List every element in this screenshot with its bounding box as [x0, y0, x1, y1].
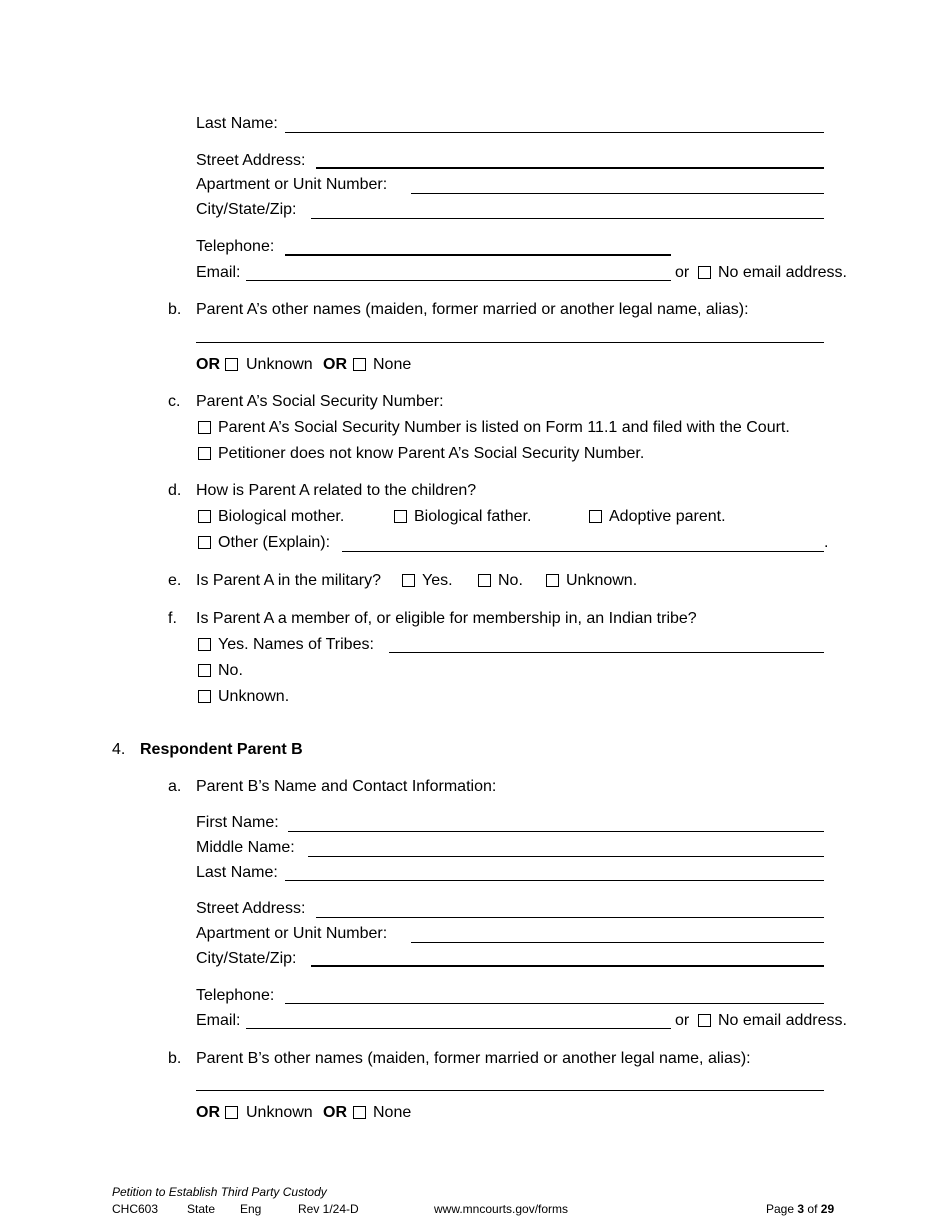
item-letter-b: b. [168, 301, 182, 318]
ssn-unknown-checkbox[interactable] [198, 447, 211, 460]
apartment-field[interactable] [411, 193, 824, 194]
item-letter-a: a. [168, 778, 182, 795]
city-state-zip-label: City/State/Zip: [196, 950, 297, 967]
city-state-zip-label: City/State/Zip: [196, 201, 297, 218]
footer-language: Eng [240, 1202, 262, 1216]
other-relation-label: Other (Explain): [218, 534, 331, 551]
footer-url: www.mncourts.gov/forms [434, 1202, 569, 1216]
last-name-field[interactable] [285, 880, 824, 881]
middle-name-field[interactable] [308, 856, 824, 857]
item-letter-c: c. [168, 393, 181, 410]
period: . [824, 534, 829, 551]
other-names-unknown-checkbox[interactable] [225, 358, 238, 371]
military-no-checkbox[interactable] [478, 574, 491, 587]
middle-name-label: Middle Name: [196, 839, 295, 856]
none-label: None [373, 1104, 412, 1121]
street-address-field[interactable] [316, 917, 824, 918]
footer-page-number [766, 1202, 834, 1216]
tribe-unknown-checkbox[interactable] [198, 690, 211, 703]
other-relation-field[interactable] [342, 551, 824, 552]
street-address-label: Street Address: [196, 900, 306, 917]
ssn-unknown-label: Petitioner does not know Parent A’s Social Security Number. [218, 445, 645, 462]
bio-father-checkbox[interactable] [394, 510, 407, 523]
other-names-question: Parent A’s other names (maiden, former married or another legal name, alias): [196, 301, 749, 318]
tribe-names-field[interactable] [389, 652, 824, 653]
apartment-field[interactable] [411, 942, 824, 943]
military-yes-checkbox[interactable] [402, 574, 415, 587]
other-names-unknown-checkbox[interactable] [225, 1106, 238, 1119]
email-label: Email: [196, 1012, 241, 1029]
relation-question: How is Parent A related to the children? [196, 482, 477, 499]
other-names-field[interactable] [196, 1090, 824, 1091]
tribe-unknown-label: Unknown. [218, 688, 290, 705]
telephone-field[interactable] [285, 254, 671, 256]
section-number: 4. [112, 741, 126, 758]
last-name-field[interactable] [285, 132, 824, 133]
last-name-label: Last Name: [196, 115, 278, 132]
bio-father-label: Biological father. [414, 508, 532, 525]
telephone-label: Telephone: [196, 238, 275, 255]
item-letter-f: f. [168, 610, 177, 627]
military-unknown-label: Unknown. [566, 572, 638, 589]
no-email-checkbox[interactable] [698, 1014, 711, 1027]
or-text: or [675, 1012, 690, 1029]
military-unknown-checkbox[interactable] [546, 574, 559, 587]
ssn-question: Parent A’s Social Security Number: [196, 393, 444, 410]
or-label: OR [323, 356, 347, 373]
adoptive-checkbox[interactable] [589, 510, 602, 523]
city-state-zip-field[interactable] [311, 965, 824, 967]
footer-revision: Rev 1/24-D [298, 1202, 359, 1216]
other-names-none-checkbox[interactable] [353, 1106, 366, 1119]
street-address-label: Street Address: [196, 152, 306, 169]
ssn-listed-label: Parent A’s Social Security Number is listed on Form 11.1 and filed with the Court. [218, 419, 790, 436]
or-label: OR [323, 1104, 347, 1121]
section-title: Respondent Parent B [140, 741, 303, 758]
no-email-checkbox[interactable] [698, 266, 711, 279]
or-label: OR [196, 356, 220, 373]
item-letter-b: b. [168, 1050, 182, 1067]
telephone-label: Telephone: [196, 987, 275, 1004]
no-email-label: No email address. [718, 1012, 847, 1029]
other-names-none-checkbox[interactable] [353, 358, 366, 371]
other-names-field[interactable] [196, 342, 824, 343]
tribe-no-checkbox[interactable] [198, 664, 211, 677]
email-field[interactable] [246, 280, 671, 281]
name-contact-heading: Parent B’s Name and Contact Information: [196, 778, 497, 795]
other-names-question: Parent B’s other names (maiden, former married or another legal name, alias): [196, 1050, 751, 1067]
apartment-label: Apartment or Unit Number: [196, 925, 388, 942]
tribe-question: Is Parent A a member of, or eligible for membership in, an Indian tribe? [196, 610, 697, 627]
tribe-no-label: No. [218, 662, 243, 679]
page-current: 3 [797, 1202, 805, 1216]
military-question: Is Parent A in the military? [196, 572, 381, 589]
footer-form-title: Petition to Establish Third Party Custody [112, 1185, 327, 1199]
military-yes-label: Yes. [422, 572, 453, 589]
tribe-yes-checkbox[interactable] [198, 638, 211, 651]
military-no-label: No. [498, 572, 523, 589]
none-label: None [373, 356, 412, 373]
city-state-zip-field[interactable] [311, 218, 824, 219]
street-address-field[interactable] [316, 167, 824, 169]
item-letter-d: d. [168, 482, 182, 499]
email-field[interactable] [246, 1028, 671, 1029]
page-of: of [807, 1202, 818, 1216]
no-email-label: No email address. [718, 264, 847, 281]
email-label: Email: [196, 264, 241, 281]
page-word: Page [766, 1202, 795, 1216]
apartment-label: Apartment or Unit Number: [196, 176, 388, 193]
ssn-listed-checkbox[interactable] [198, 421, 211, 434]
bio-mother-checkbox[interactable] [198, 510, 211, 523]
footer-form-code: CHC603 [112, 1202, 159, 1216]
or-text: or [675, 264, 690, 281]
telephone-field[interactable] [285, 1003, 824, 1004]
page-total: 29 [820, 1202, 835, 1216]
tribe-yes-label: Yes. Names of Tribes: [218, 636, 374, 653]
other-relation-checkbox[interactable] [198, 536, 211, 549]
unknown-label: Unknown [246, 1104, 313, 1121]
or-label: OR [196, 1104, 220, 1121]
footer-jurisdiction: State [187, 1202, 216, 1216]
first-name-field[interactable] [288, 831, 824, 832]
last-name-label: Last Name: [196, 864, 278, 881]
adoptive-label: Adoptive parent. [609, 508, 726, 525]
bio-mother-label: Biological mother. [218, 508, 345, 525]
item-letter-e: e. [168, 572, 182, 589]
first-name-label: First Name: [196, 814, 279, 831]
unknown-label: Unknown [246, 356, 313, 373]
